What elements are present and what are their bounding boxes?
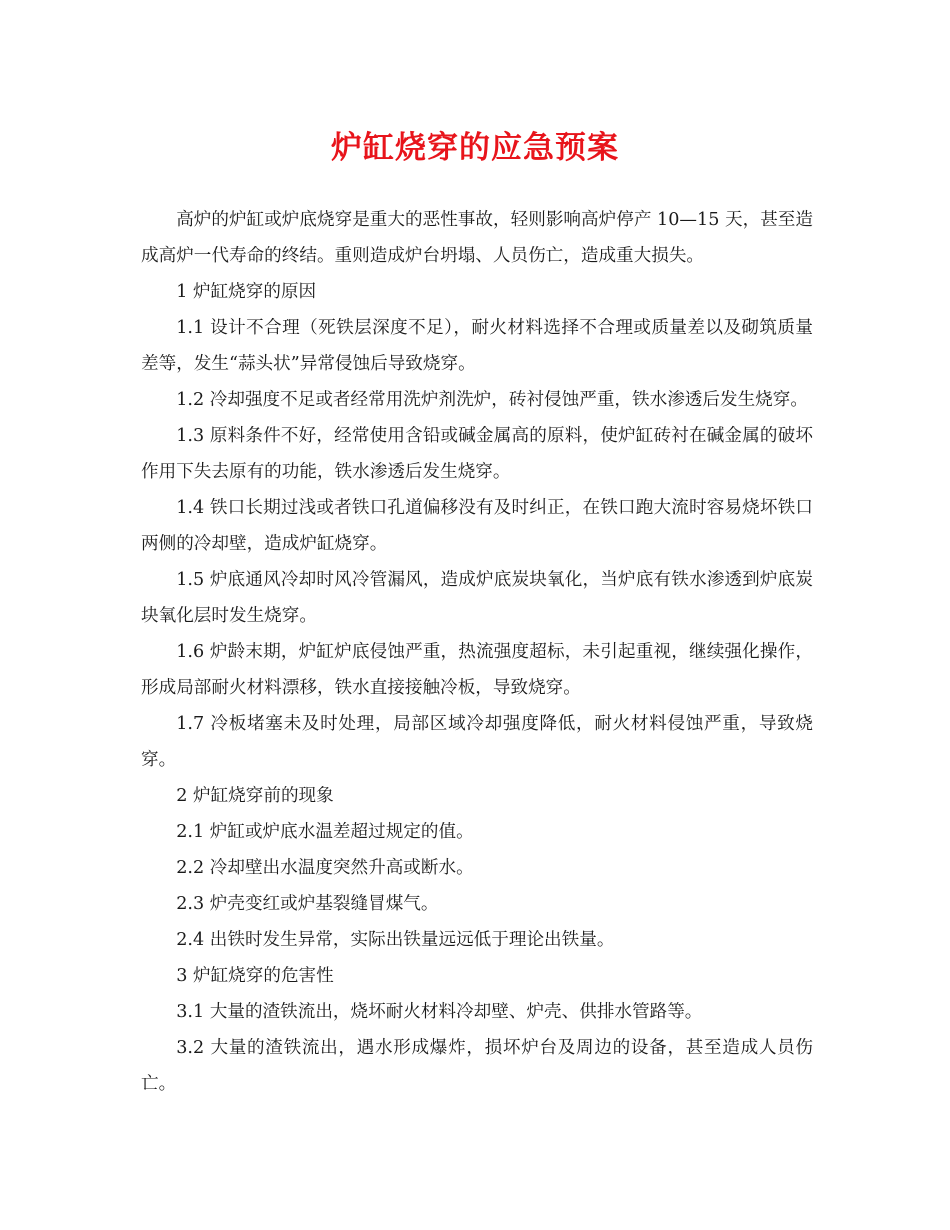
document-title: 炉缸烧穿的应急预案 [331, 130, 619, 166]
paragraph-1-4: 1.4 铁口长期过浅或者铁口孔道偏移没有及时纠正，在铁口跑大流时容易烧坏铁口两侧的冷却壁，造成炉缸烧穿。 [141, 498, 813, 554]
paragraph-1-7: 1.7 冷板堵塞未及时处理，局部区域冷却强度降低，耐火材料侵蚀严重，导致烧穿。 [141, 714, 813, 770]
paragraph-3-2: 3.2 大量的渣铁流出，遇水形成爆炸，损坏炉台及周边的设备，甚至造成人员伤亡。 [141, 1038, 813, 1094]
heading-section-1: 1 炉缸烧穿的原因 [176, 282, 317, 302]
document-body [141, 202, 813, 1102]
heading-section-2: 2 炉缸烧穿前的现象 [176, 786, 334, 806]
paragraph-1-6: 1.6 炉龄末期，炉缸炉底侵蚀严重，热流强度超标，未引起重视，继续强化操作，形成局部耐火材料漂移，铁水直接接触冷板，导致烧穿。 [141, 642, 813, 698]
paragraph-3-1: 3.1 大量的渣铁流出，烧坏耐火材料冷却壁、炉壳、供排水管路等。 [176, 1002, 703, 1022]
paragraph-intro: 高炉的炉缸或炉底烧穿是重大的恶性事故，轻则影响高炉停产 10—15 天，甚至造成高炉一代寿命的终结。重则造成炉台坍塌、人员伤亡，造成重大损失。 [141, 210, 813, 266]
paragraph-1-5: 1.5 炉底通风冷却时风冷管漏风，造成炉底炭块氧化，当炉底有铁水渗透到炉底炭块氧化层时发生烧穿。 [141, 570, 813, 626]
paragraph-2-3: 2.3 炉壳变红或炉基裂缝冒煤气。 [176, 894, 439, 914]
paragraph-2-1: 2.1 炉缸或炉底水温差超过规定的值。 [176, 822, 474, 842]
paragraph-1-1: 1.1 设计不合理（死铁层深度不足），耐火材料选择不合理或质量差以及砌筑质量差等，发生“蒜头状”异常侵蚀后导致烧穿。 [141, 318, 813, 374]
heading-section-3: 3 炉缸烧穿的危害性 [176, 966, 334, 986]
paragraph-2-2: 2.2 冷却壁出水温度突然升高或断水。 [176, 858, 474, 878]
paragraph-2-4: 2.4 出铁时发生异常，实际出铁量远远低于理论出铁量。 [176, 930, 615, 950]
paragraph-1-3: 1.3 原料条件不好，经常使用含铅或碱金属高的原料，使炉缸砖衬在碱金属的破坏作用下失去原有的功能，铁水渗透后发生烧穿。 [141, 426, 813, 482]
paragraph-1-2: 1.2 冷却强度不足或者经常用洗炉剂洗炉，砖衬侵蚀严重，铁水渗透后发生烧穿。 [176, 390, 808, 410]
